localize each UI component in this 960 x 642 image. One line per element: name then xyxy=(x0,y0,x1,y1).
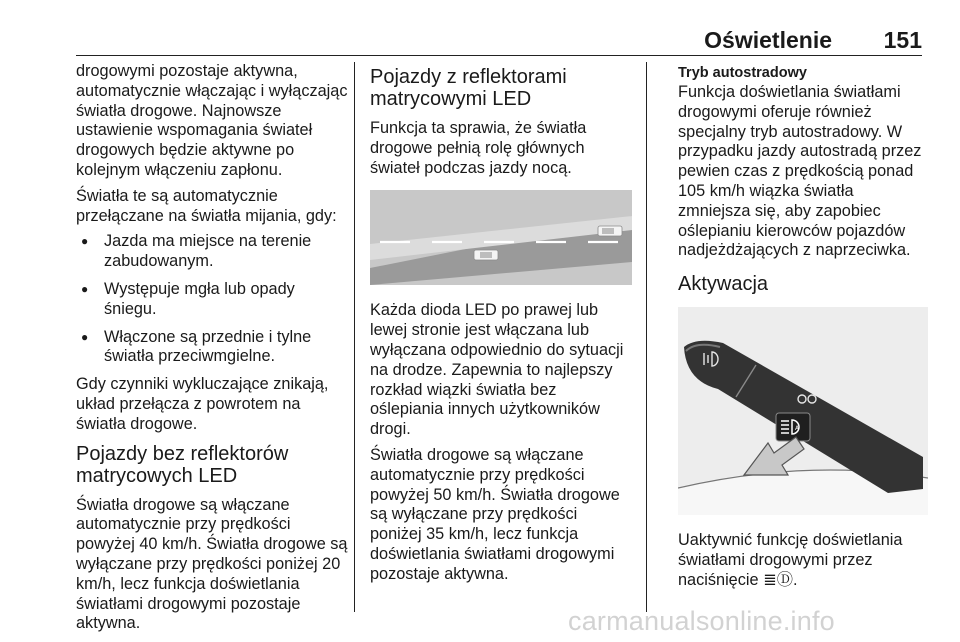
section-heading: Pojazdy bez reflektorów matrycowych LED xyxy=(76,442,289,487)
page-header xyxy=(0,0,960,60)
column-left xyxy=(76,62,348,640)
paragraph: Gdy czynniki wykluczające znikają, układ przełącza z powrotem na światła drogowe. xyxy=(76,375,329,433)
section-heading: Pojazdy z reflektorami matrycowymi LED xyxy=(370,66,567,110)
subheading: Tryb autostradowy xyxy=(678,65,807,81)
high-beam-assist-button[interactable] xyxy=(776,413,810,441)
matrix-led-road-illustration xyxy=(370,190,632,285)
list-item: ● Występuje mgła lub opady śniegu. xyxy=(76,280,348,320)
paragraph: Każda dioda LED po prawej lub lewej stronie jest włączana lub wyłączana odpowiednio do sytuacji na drodze. Zapewnia to najlepszy rozkład wiązki światła bez oślepiania innych użytkowników drogi. xyxy=(370,301,624,439)
paragraph: drogowymi pozostaje aktywna, automatycznie włączając i wyłączając światła drogowe. Najnowsze ustawienie wspomagania świateł drogowych będzie aktywne po kolejnym włączeniu zapłonu. xyxy=(76,62,348,179)
column-middle xyxy=(370,62,632,591)
column-divider-left xyxy=(354,62,355,612)
bullet-list xyxy=(76,232,348,367)
paragraph: Światła drogowe są włączane automatycznie przy prędkości powyżej 40 km/h. Światła drogowe są wyłączane przy prędkości poniżej 20 km/h, lecz funkcja doświetlania światłami drogowymi pozostaje aktywna. xyxy=(76,495,348,633)
stalk-switch-illustration xyxy=(678,307,928,515)
own-car-icon xyxy=(474,250,498,260)
column-divider-right xyxy=(646,62,647,612)
section-heading: Aktywacja xyxy=(678,273,769,296)
list-item: ● Włączone są przednie i tylne światła przeciwmgielne. xyxy=(76,328,348,368)
paragraph: Światła te są automatycznie przełączane na światła mijania, gdy: xyxy=(76,186,337,225)
header-rule xyxy=(76,55,922,56)
list-item: ● Jazda ma miejsce na terenie zabudowanym. xyxy=(76,232,348,272)
svg-text:A: A xyxy=(795,425,800,433)
paragraph: Funkcja doświetlania światłami drogowymi oferuje również specjalny tryb autostradowy. W przypadku jazdy autostradą przez pewien czas z prędkością ponad 105 km/h wiązka światła zmniejsza się, aby zapobiec oślepianiu kierowców pojazdów nadjeżdżających z naprzeciwka. xyxy=(678,83,922,260)
watermark: carmanualsonline.info xyxy=(568,606,835,636)
paragraph: Światła drogowe są włączane automatycznie przy prędkości powyżej 50 km/h. Światła drogowe są wyłączane przy prędkości poniżej 35 km/h, lecz funkcja doświetlania światłami drogowymi pozostaje aktywna. xyxy=(370,445,620,583)
paragraph: Funkcja ta sprawia, że światła drogowe pełnią rolę głównych świateł podczas jazdy nocą. xyxy=(370,119,587,177)
page-number: 151 xyxy=(883,27,922,53)
column-right xyxy=(678,62,928,597)
paragraph: Uaktywnić funkcję doświetlania światłami drogowymi przez naciśnięcie ≣Ⓓ. xyxy=(678,531,903,589)
oncoming-car-icon xyxy=(598,226,622,236)
page-title: Oświetlenie xyxy=(704,27,832,53)
